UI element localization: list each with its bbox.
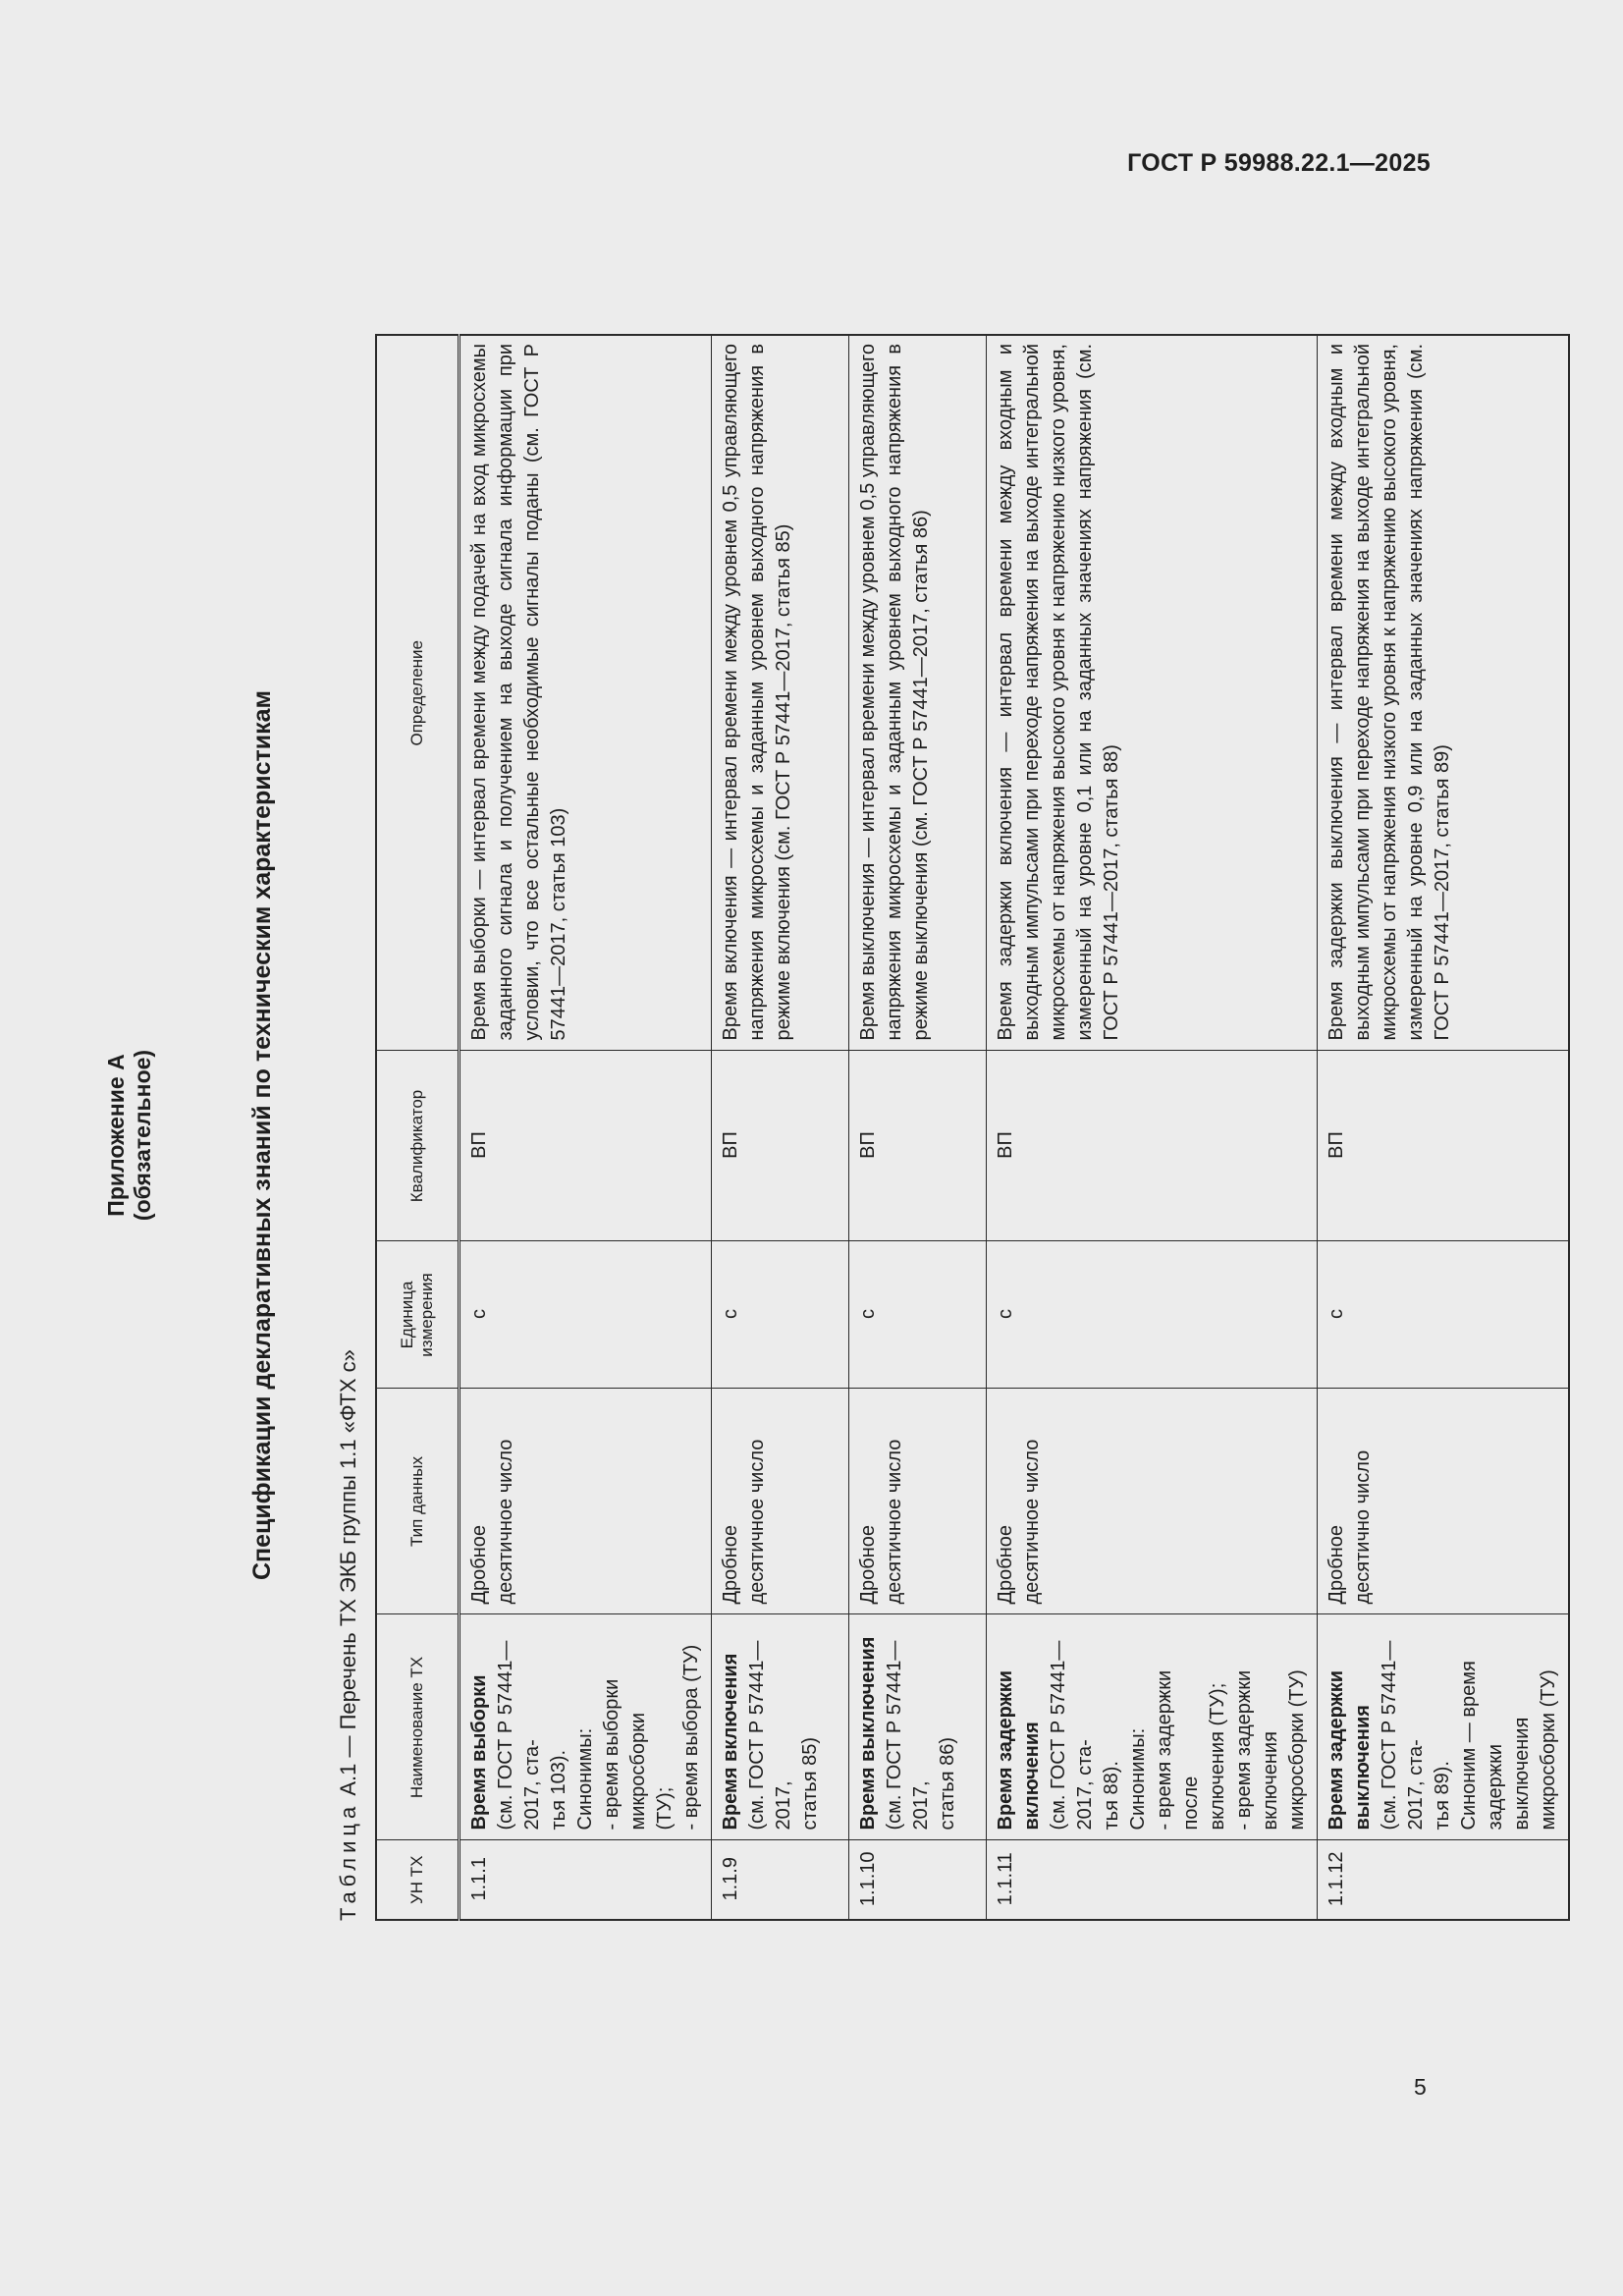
cell-data-type (987, 1389, 1318, 1614)
page-number: 5 (1414, 2074, 1427, 2100)
data-type-line: десятичное число (495, 1439, 516, 1605)
data-type-line: десятичное число (884, 1439, 905, 1605)
name-line: Синоним — время задержки (1458, 1661, 1506, 1831)
cell-definition: Время задержки выключения — интервал времени между входным и выходным импульсами при переходе напряжения на выходе интегральной микросхемы от напряжения низкого уровня к напряжению высокого уровня, измеренный на уровне 0,9 или на заданных значениях напряжения (см. ГОСТ Р 57441—2017, статья 89) (1318, 335, 1570, 1051)
name-line: - время задержки включения (1233, 1669, 1281, 1831)
name-line: (см. ГОСТ Р 57441—2017, ста- (1379, 1640, 1427, 1831)
cell-unit: с (712, 1241, 849, 1389)
characteristic-name: Время задержки включения (995, 1669, 1043, 1831)
cell-id: 1.1.11 (987, 1840, 1318, 1920)
column-header-name: Наименование ТХ (376, 1614, 460, 1840)
name-line: (см. ГОСТ Р 57441—2017, (884, 1640, 932, 1831)
cell-definition: Время выборки — интервал времени между подачей на вход микросхемы заданного сигнала и получением на выходе сигнала информации при условии, что все остальные необходимые сигналы поданы (см. ГОСТ Р 57441—2017, статья 103) (460, 335, 712, 1051)
name-line: (см. ГОСТ Р 57441—2017, ста- (1048, 1640, 1096, 1831)
cell-id: 1.1.10 (849, 1840, 987, 1920)
characteristic-name: Время включения (720, 1653, 741, 1831)
cell-definition: Время включения — интервал времени между уровнем 0,5 управляющего напряжения микросхемы и заданным уровнем выходного напряжения в режиме включения (см. ГОСТ Р 57441—2017, статья 85) (712, 335, 849, 1051)
name-line: - время выборки микросборки (601, 1678, 649, 1831)
data-type-line: Дробное (720, 1524, 741, 1605)
cell-qualifier: ВП (1318, 1051, 1570, 1241)
table-caption (336, 1349, 361, 1921)
data-type-line: Дробное (1325, 1524, 1347, 1605)
section-title: Спецификации декларативных знаний по техническим характеристикам (248, 689, 276, 1581)
table-row (849, 335, 987, 1920)
name-line: микросборки (ТУ) (1286, 1669, 1308, 1831)
column-header-unit: Единица измерения (376, 1241, 460, 1389)
characteristic-name: Время выключения (857, 1636, 879, 1831)
column-header-data-type: Тип данных (376, 1389, 460, 1614)
cell-unit: с (1318, 1241, 1570, 1389)
column-header-definition: Определение (376, 335, 460, 1051)
characteristic-name: Время задержки выключения (1325, 1669, 1374, 1831)
column-header-qualifier: Квалификатор (376, 1051, 460, 1241)
name-line: - время выбора (ТУ) (680, 1644, 702, 1831)
cell-id: 1.1.1 (460, 1840, 712, 1920)
table-caption-text: А.1 — Перечень ТХ ЭКБ группы 1.1 «ФТХ с» (336, 1349, 360, 1802)
name-line: Синонимы: (574, 1727, 596, 1831)
cell-name (987, 1614, 1318, 1840)
cell-qualifier: ВП (712, 1051, 849, 1241)
cell-name (1318, 1614, 1570, 1840)
table-caption-prefix: Таблица (336, 1801, 360, 1921)
name-line: выключения микросборки (ТУ) (1511, 1669, 1559, 1831)
table-row (712, 335, 849, 1920)
characteristics-table (375, 334, 1570, 1921)
document-number: ГОСТ Р 59988.22.1—2025 (1127, 149, 1431, 177)
table-row (1318, 335, 1570, 1920)
appendix-subtitle: (обязательное) (130, 1049, 155, 1222)
table-header-row (376, 335, 460, 1920)
cell-data-type (1318, 1389, 1570, 1614)
name-line: тья 88). (1101, 1761, 1122, 1831)
cell-name (712, 1614, 849, 1840)
data-type-line: десятичное число (1021, 1439, 1043, 1605)
appendix-title: Приложение А (103, 1054, 129, 1217)
cell-definition: Время задержки включения — интервал времени между входным и выходным импульсами при переходе напряжения на выходе интегральной микросхемы от напряжения высокого уровня к напряжению низкого уровня, измеренный на уровне 0,1 или на заданных значениях напряжения (см. ГОСТ Р 57441—2017, статья 88) (987, 335, 1318, 1051)
table-row (987, 335, 1318, 1920)
name-line: тья 103). (548, 1749, 569, 1831)
cell-unit: с (460, 1241, 712, 1389)
cell-data-type (849, 1389, 987, 1614)
cell-qualifier: ВП (987, 1051, 1318, 1241)
data-type-line: Дробное (995, 1524, 1016, 1605)
name-line: Синонимы: (1127, 1727, 1149, 1831)
name-line: статья 86) (937, 1737, 958, 1831)
cell-id: 1.1.9 (712, 1840, 849, 1920)
table-row (460, 335, 712, 1920)
cell-name (460, 1614, 712, 1840)
data-type-line: десятично число (1352, 1449, 1374, 1605)
cell-name (849, 1614, 987, 1840)
cell-unit: с (849, 1241, 987, 1389)
name-line: включения (ТУ); (1207, 1682, 1228, 1831)
cell-qualifier: ВП (849, 1051, 987, 1241)
name-line: тья 89). (1432, 1761, 1453, 1831)
column-header-id: УН ТХ (376, 1840, 460, 1920)
cell-data-type (460, 1389, 712, 1614)
name-line: - время задержки после (1154, 1669, 1202, 1831)
name-line: (см. ГОСТ Р 57441—2017, (746, 1640, 794, 1831)
cell-qualifier: ВП (460, 1051, 712, 1241)
data-type-line: Дробное (857, 1524, 879, 1605)
data-type-line: десятичное число (746, 1439, 768, 1605)
name-line: (см. ГОСТ Р 57441—2017, ста- (495, 1640, 543, 1831)
cell-data-type (712, 1389, 849, 1614)
name-line: статья 85) (799, 1737, 821, 1831)
cell-unit: с (987, 1241, 1318, 1389)
cell-id: 1.1.12 (1318, 1840, 1570, 1920)
rotated-landscape-content (103, 202, 1559, 2068)
name-line: (ТУ); (654, 1786, 676, 1831)
cell-definition: Время выключения — интервал времени между уровнем 0,5 управляющего напряжения микросхемы и заданным уровнем выходного напряжения в режиме выключения (см. ГОСТ Р 57441—2017, статья 86) (849, 335, 987, 1051)
appendix-heading (103, 202, 156, 2068)
characteristic-name: Время выборки (468, 1674, 490, 1831)
data-type-line: Дробное (468, 1524, 490, 1605)
